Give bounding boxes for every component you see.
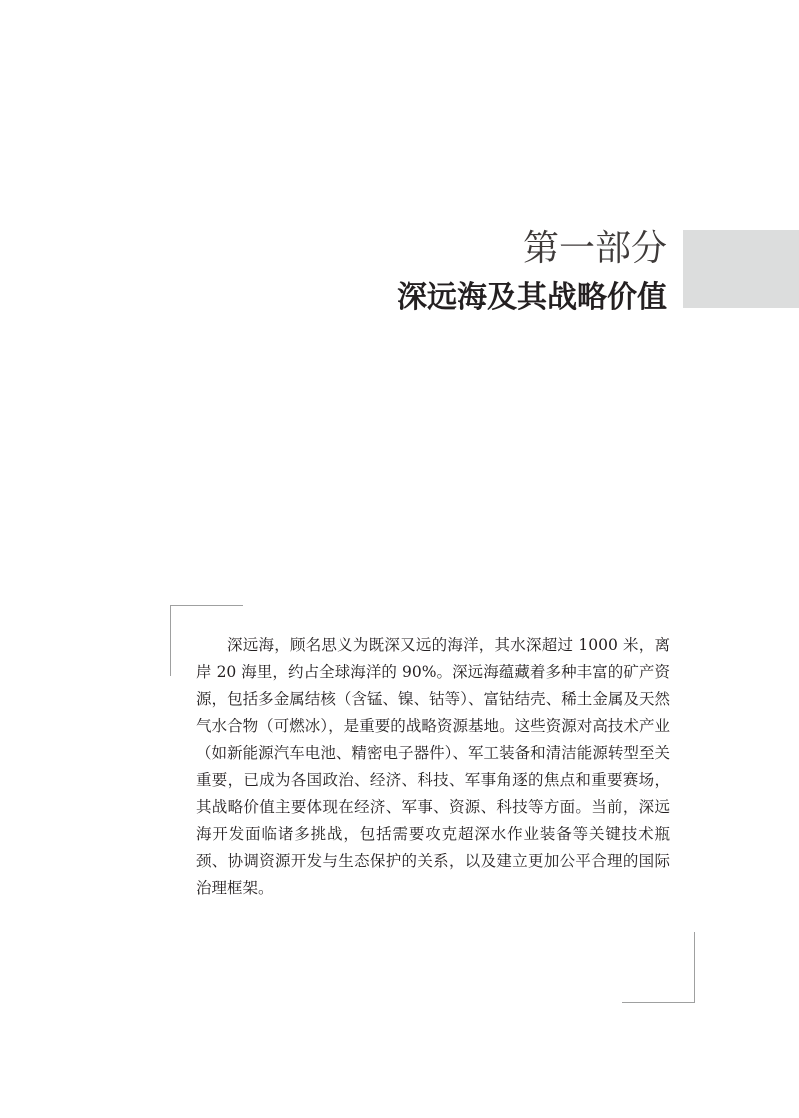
intro-paragraph: 深远海，顾名思义为既深又远的海洋，其水深超过 1000 米，离岸 20 海里，约占全球海洋的 90%。深远海蕴藏着多种丰富的矿产资源，包括多金属结核（含锰、镍、钴等）、富钴结壳、稀土金属及天然气水合物（可燃冰），是重要的战略资源基地。这些资源对高技术产业（如新能源汽车电池、精密电子器件）、军工装备和清洁能源转型至关重要，已成为各国政治、经济、科技、军事角逐的焦点和重要赛场，其战略价值主要体现在经济、军事、资源、科技等方面。当前，深远海开发面临诸多挑战，包括需要攻克超深水作业装备等关键技术瓶颈、协调资源开发与生态保护的关系，以及建立更加公平合理的国际治理框架。 — [196, 636, 670, 897]
part-number-label: 第一部分 — [522, 228, 667, 269]
part-tab-block — [683, 230, 799, 308]
corner-bracket-bottom-right — [622, 932, 695, 1003]
part-title: 深远海及其战略价值 — [397, 280, 667, 315]
